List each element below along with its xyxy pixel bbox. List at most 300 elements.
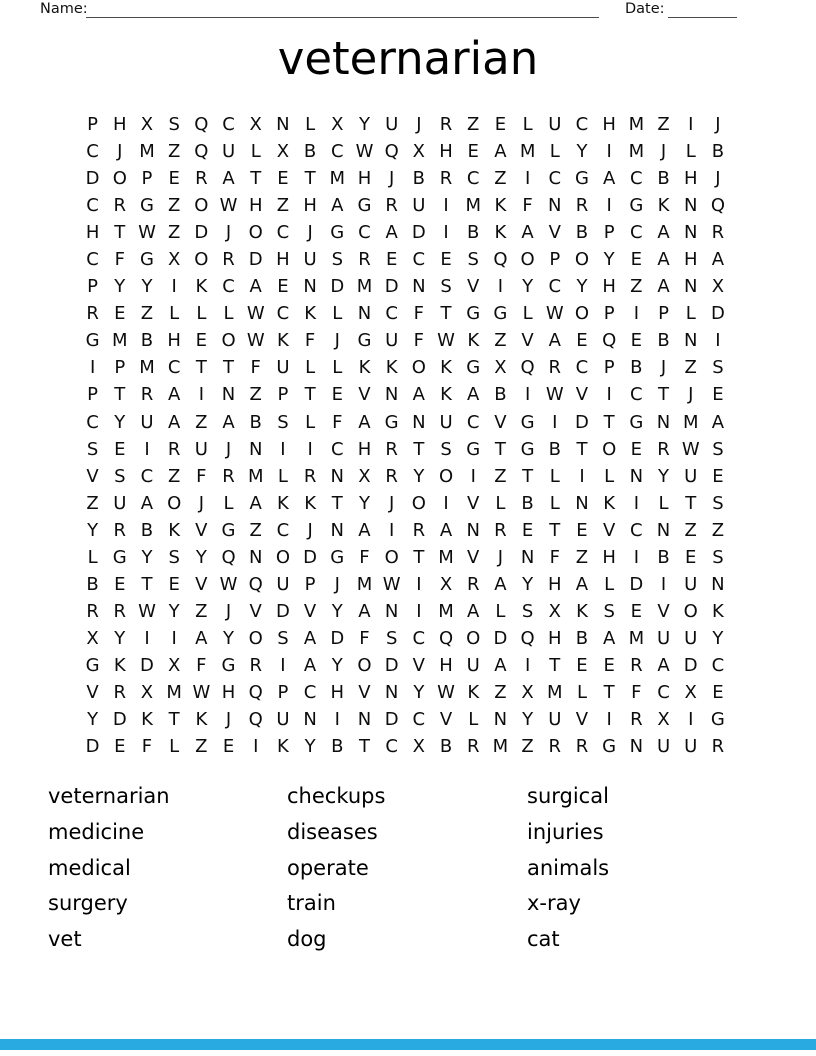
grid-letter: N — [656, 519, 671, 541]
grid-letter: Z — [575, 546, 589, 568]
grid-letter: C — [466, 411, 480, 433]
grid-letter: P — [603, 357, 615, 379]
grid-letter: G — [85, 654, 100, 676]
grid-letter: H — [683, 249, 698, 271]
grid-letter: M — [438, 600, 454, 622]
grid-letter: V — [467, 276, 480, 298]
grid-letter: X — [167, 654, 181, 676]
grid-letter: I — [144, 438, 150, 460]
grid-letter: C — [358, 222, 371, 244]
grid-letter: F — [304, 330, 316, 352]
grid-letter: G — [357, 330, 372, 352]
grid-letter: H — [602, 276, 616, 298]
grid-letter: C — [385, 736, 398, 758]
grid-letter: I — [280, 438, 286, 460]
grid-letter: B — [439, 736, 453, 758]
grid-letter: E — [712, 682, 724, 703]
grid-letter: H — [357, 438, 372, 460]
grid-letter: A — [140, 492, 154, 514]
grid-letter: O — [384, 546, 399, 568]
grid-letter: Z — [467, 114, 480, 136]
grid-letter: D — [85, 736, 100, 758]
grid-letter: H — [439, 141, 453, 163]
grid-letter: A — [167, 411, 181, 433]
grid-letter: Z — [521, 736, 534, 758]
grid-letter: D — [384, 654, 399, 676]
grid-letter: X — [140, 114, 154, 136]
grid-letter: V — [494, 411, 507, 433]
grid-letter: A — [657, 249, 670, 271]
grid-letter: U — [303, 249, 317, 271]
grid-letter: Z — [167, 222, 181, 244]
grid-letter: O — [221, 330, 236, 352]
grid-letter: T — [195, 357, 207, 379]
grid-letter: R — [113, 600, 127, 622]
grid-letter: C — [330, 141, 344, 163]
grid-letter: D — [411, 222, 426, 244]
grid-letter: Z — [167, 195, 181, 217]
grid-letter: A — [467, 600, 480, 622]
grid-letter: I — [524, 384, 531, 406]
grid-letter: T — [304, 384, 316, 406]
grid-letter: Y — [87, 709, 99, 731]
grid-letter: I — [307, 438, 313, 460]
grid-letter: N — [412, 276, 426, 298]
grid-letter: Z — [494, 465, 507, 487]
grid-letter: S — [168, 114, 180, 136]
grid-letter: W — [246, 330, 265, 352]
grid-letter: L — [305, 114, 316, 136]
grid-letter: X — [358, 465, 371, 487]
grid-letter: X — [86, 627, 99, 649]
grid-letter: T — [331, 492, 343, 514]
grid-letter: K — [576, 600, 588, 622]
date-label: Date: — [625, 1, 665, 17]
grid-letter: L — [549, 141, 560, 163]
grid-letter: M — [628, 627, 645, 649]
grid-letter: N — [629, 465, 644, 487]
grid-letter: V — [602, 519, 616, 541]
grid-letter: O — [112, 168, 127, 190]
grid-letter: T — [413, 438, 425, 460]
grid-letter: H — [303, 195, 317, 217]
grid-letter: X — [494, 357, 507, 379]
grid-letter: T — [250, 168, 262, 190]
grid-letter: E — [440, 249, 452, 271]
grid-letter: W — [437, 682, 455, 703]
grid-letter: N — [548, 195, 562, 217]
grid-letter: N — [629, 736, 644, 758]
grid-letter: T — [141, 573, 153, 595]
grid-letter: Z — [684, 357, 697, 379]
grid-letter: Z — [167, 465, 181, 487]
grid-letter: C — [222, 276, 235, 298]
grid-letter: B — [657, 330, 670, 352]
grid-letter: N — [303, 276, 317, 298]
grid-letter: T — [440, 303, 452, 325]
grid-letter: Q — [384, 141, 399, 163]
grid-letter: R — [86, 303, 99, 325]
grid-letter: Z — [494, 330, 507, 352]
grid-letter: L — [332, 357, 343, 379]
grid-letter: K — [440, 384, 452, 406]
grid-letter: C — [575, 114, 589, 136]
grid-letter: R — [412, 519, 426, 541]
grid-letter: M — [112, 330, 128, 352]
grid-letter: J — [225, 222, 232, 244]
grid-letter: O — [411, 357, 426, 379]
grid-letter: T — [603, 682, 615, 703]
grid-letter: U — [656, 627, 671, 649]
grid-letter: Y — [522, 276, 534, 298]
grid-letter: H — [248, 195, 263, 217]
grid-letter: R — [195, 168, 208, 190]
grid-letter: C — [86, 195, 99, 217]
grid-letter: C — [548, 168, 562, 190]
grid-letter: R — [385, 465, 398, 487]
grid-letter: I — [660, 573, 667, 595]
grid-letter: E — [114, 303, 126, 325]
grid-letter: K — [712, 600, 724, 622]
grid-letter: Y — [603, 249, 615, 271]
grid-letter: X — [684, 682, 697, 703]
grid-letter: Q — [438, 627, 454, 649]
grid-letter: E — [712, 384, 724, 406]
grid-letter: C — [575, 357, 589, 379]
grid-letter: F — [196, 654, 207, 676]
grid-letter: T — [413, 546, 425, 568]
grid-letter: N — [711, 573, 725, 595]
grid-letter: I — [416, 573, 422, 595]
grid-letter: K — [277, 492, 289, 514]
grid-letter: U — [385, 114, 399, 136]
grid-letter: C — [276, 303, 290, 325]
grid-letter: M — [356, 276, 373, 298]
grid-letter: D — [384, 276, 399, 298]
grid-letter: C — [86, 411, 99, 433]
grid-letter: U — [276, 709, 290, 731]
grid-letter: C — [657, 682, 670, 703]
grid-letter: K — [304, 492, 316, 514]
grid-letter: L — [468, 709, 479, 731]
grid-letter: V — [86, 682, 99, 703]
grid-letter: R — [575, 736, 589, 758]
grid-letter: I — [688, 709, 694, 731]
grid-letter: J — [307, 519, 313, 541]
word-list-item: medical — [48, 855, 131, 880]
grid-letter: Q — [248, 709, 263, 731]
grid-letter: X — [140, 682, 154, 703]
grid-letter: F — [549, 546, 560, 568]
grid-letter: A — [303, 654, 317, 676]
grid-letter: E — [630, 438, 643, 460]
grid-letter: N — [683, 195, 698, 217]
grid-letter: J — [715, 114, 721, 136]
grid-letter: R — [630, 654, 643, 676]
grid-letter: M — [247, 465, 264, 487]
grid-letter: L — [576, 682, 587, 703]
grid-letter: K — [385, 357, 398, 379]
grid-letter: F — [522, 195, 533, 217]
grid-letter: A — [358, 411, 371, 433]
grid-letter: U — [466, 654, 480, 676]
grid-letter: Y — [331, 654, 343, 676]
grid-letter: N — [466, 519, 480, 541]
word-list-item: surgery — [48, 891, 128, 916]
grid-letter: L — [223, 492, 234, 514]
grid-letter: C — [711, 654, 725, 676]
grid-letter: B — [467, 222, 480, 244]
grid-letter: N — [357, 303, 372, 325]
word-list-item: diseases — [287, 819, 378, 844]
grid-letter: O — [248, 222, 263, 244]
grid-letter: X — [657, 709, 670, 731]
grid-letter: T — [603, 411, 615, 433]
grid-letter: E — [630, 600, 643, 622]
grid-letter: A — [249, 492, 262, 514]
grid-letter: L — [604, 465, 615, 487]
grid-letter: Z — [494, 682, 507, 703]
grid-letter: L — [305, 357, 316, 379]
grid-letter: L — [604, 573, 615, 595]
grid-letter: D — [248, 249, 263, 271]
grid-letter: Y — [576, 141, 588, 163]
grid-letter: S — [712, 492, 724, 514]
grid-letter: I — [470, 465, 476, 487]
grid-letter: X — [412, 736, 426, 758]
grid-letter: H — [221, 682, 236, 703]
grid-letter: H — [683, 168, 698, 190]
grid-letter: N — [221, 384, 236, 406]
grid-letter: J — [660, 141, 667, 163]
grid-letter: S — [114, 465, 126, 487]
grid-letter: D — [140, 654, 154, 676]
grid-letter: A — [358, 519, 371, 541]
grid-letter: K — [467, 682, 480, 703]
word-list-item: operate — [287, 855, 369, 880]
grid-letter: X — [249, 114, 262, 136]
grid-letter: I — [715, 330, 721, 352]
grid-letter: M — [329, 168, 346, 190]
grid-letter: N — [683, 222, 698, 244]
grid-letter: E — [277, 168, 289, 190]
word-list-item: animals — [527, 855, 610, 880]
grid-letter: R — [113, 519, 127, 541]
grid-letter: O — [438, 465, 454, 487]
grid-letter: G — [221, 519, 236, 541]
grid-letter: H — [439, 654, 453, 676]
grid-letter: C — [630, 168, 643, 190]
grid-letter: B — [575, 627, 589, 649]
grid-letter: N — [276, 114, 290, 136]
grid-letter: F — [359, 546, 370, 568]
grid-letter: X — [412, 141, 426, 163]
grid-letter: O — [466, 627, 481, 649]
grid-letter: J — [117, 141, 123, 163]
grid-letter: F — [114, 249, 125, 271]
grid-letter: K — [358, 357, 371, 379]
grid-letter: P — [603, 222, 615, 244]
grid-letter: G — [384, 411, 399, 433]
grid-letter: T — [114, 222, 126, 244]
grid-letter: V — [358, 682, 371, 703]
grid-letter: Y — [141, 546, 153, 568]
name-fill-in-line — [86, 0, 599, 18]
grid-letter: K — [603, 492, 616, 514]
grid-letter: Y — [358, 114, 370, 136]
grid-letter: K — [494, 222, 507, 244]
grid-letter: Z — [86, 492, 99, 514]
grid-letter: O — [357, 654, 372, 676]
grid-letter: R — [385, 438, 398, 460]
grid-letter: J — [389, 168, 395, 190]
grid-letter: M — [465, 195, 481, 217]
grid-letter: G — [357, 195, 372, 217]
grid-letter: S — [440, 276, 452, 298]
grid-letter: C — [412, 709, 426, 731]
grid-letter: Q — [710, 195, 725, 217]
grid-letter: F — [359, 627, 370, 649]
grid-letter: U — [684, 736, 698, 758]
grid-letter: A — [711, 249, 725, 271]
grid-letter: H — [602, 546, 616, 568]
grid-letter: T — [168, 709, 180, 731]
grid-letter: W — [246, 303, 265, 325]
grid-letter: M — [492, 736, 509, 758]
grid-letter: E — [385, 249, 398, 271]
grid-letter: W — [219, 573, 238, 595]
grid-letter: N — [384, 600, 399, 622]
grid-letter: B — [630, 357, 643, 379]
grid-letter: U — [140, 411, 154, 433]
grid-letter: C — [86, 141, 99, 163]
grid-letter: B — [303, 141, 317, 163]
word-list-item: veternarian — [48, 784, 170, 808]
grid-letter: R — [140, 384, 154, 406]
grid-letter: Y — [522, 573, 534, 595]
grid-letter: H — [113, 114, 127, 136]
grid-letter: J — [715, 168, 721, 190]
grid-letter: A — [467, 384, 480, 406]
grid-letter: R — [548, 736, 562, 758]
grid-letter: Z — [630, 276, 643, 298]
grid-letter: Y — [331, 600, 343, 622]
grid-letter: U — [276, 357, 290, 379]
grid-letter: W — [545, 384, 564, 406]
grid-letter: X — [167, 249, 181, 271]
grid-letter: M — [356, 573, 373, 595]
grid-letter: E — [114, 573, 126, 595]
grid-letter: N — [575, 492, 589, 514]
grid-letter: D — [710, 303, 725, 325]
grid-letter: U — [412, 195, 426, 217]
grid-letter: X — [521, 682, 534, 703]
grid-letter: J — [225, 600, 232, 622]
grid-letter: G — [221, 654, 236, 676]
grid-letter: J — [307, 222, 313, 244]
grid-letter: P — [87, 114, 99, 136]
grid-letter: B — [521, 492, 534, 514]
grid-letter: C — [412, 249, 426, 271]
grid-letter: Z — [195, 736, 208, 758]
grid-letter: E — [168, 168, 180, 190]
grid-letter: V — [439, 709, 453, 731]
grid-letter: H — [167, 330, 181, 352]
grid-letter: R — [711, 736, 725, 758]
grid-letter: T — [358, 736, 370, 758]
grid-letter: G — [466, 357, 481, 379]
grid-letter: Q — [248, 573, 263, 595]
grid-letter: U — [385, 330, 399, 352]
grid-letter: C — [630, 384, 643, 406]
grid-letter: D — [275, 600, 290, 622]
grid-letter: L — [495, 492, 506, 514]
grid-letter: U — [194, 438, 208, 460]
grid-letter: I — [497, 276, 504, 298]
grid-letter: O — [602, 438, 617, 460]
grid-letter: R — [711, 222, 725, 244]
grid-letter: C — [222, 114, 235, 136]
word-list-item: x-ray — [527, 891, 581, 916]
grid-letter: Y — [358, 492, 370, 514]
grid-letter: C — [330, 438, 344, 460]
grid-letter: R — [113, 682, 127, 703]
grid-letter: R — [439, 168, 453, 190]
grid-letter: I — [552, 411, 558, 433]
word-list-column-1 — [48, 779, 170, 958]
grid-letter: C — [276, 519, 290, 541]
grid-letter: R — [222, 465, 235, 487]
grid-letter: B — [140, 330, 154, 352]
grid-letter: C — [466, 168, 480, 190]
grid-letter: A — [548, 330, 561, 352]
grid-letter: S — [277, 411, 289, 433]
grid-letter: I — [389, 519, 395, 541]
grid-letter: R — [466, 573, 480, 595]
grid-letter: L — [522, 114, 533, 136]
grid-letter: R — [575, 195, 589, 217]
grid-letter: M — [682, 411, 699, 433]
grid-letter: A — [331, 195, 344, 217]
grid-letter: S — [467, 249, 479, 271]
grid-letter: G — [574, 168, 589, 190]
grid-letter: V — [195, 519, 208, 541]
grid-letter: K — [168, 519, 181, 541]
word-list-item: train — [287, 891, 336, 916]
grid-letter: N — [357, 709, 372, 731]
grid-letter: Y — [522, 709, 534, 731]
grid-letter: Z — [195, 411, 208, 433]
grid-letter: N — [656, 411, 671, 433]
grid-letter: P — [603, 303, 615, 325]
grid-letter: Q — [602, 330, 617, 352]
grid-letter: M — [519, 141, 536, 163]
grid-letter: E — [576, 654, 588, 676]
grid-letter: B — [657, 546, 670, 568]
grid-letter: A — [439, 519, 453, 541]
grid-letter: Y — [712, 627, 724, 649]
grid-letter: I — [633, 546, 639, 568]
grid-letter: F — [413, 330, 425, 352]
grid-letter: N — [303, 709, 317, 731]
grid-letter: Y — [87, 519, 99, 541]
grid-letter: I — [524, 654, 531, 676]
grid-letter: R — [385, 195, 398, 217]
grid-letter: I — [198, 384, 204, 406]
grid-letter: Z — [276, 195, 290, 217]
grid-letter: J — [198, 492, 204, 514]
grid-letter: F — [196, 465, 207, 487]
